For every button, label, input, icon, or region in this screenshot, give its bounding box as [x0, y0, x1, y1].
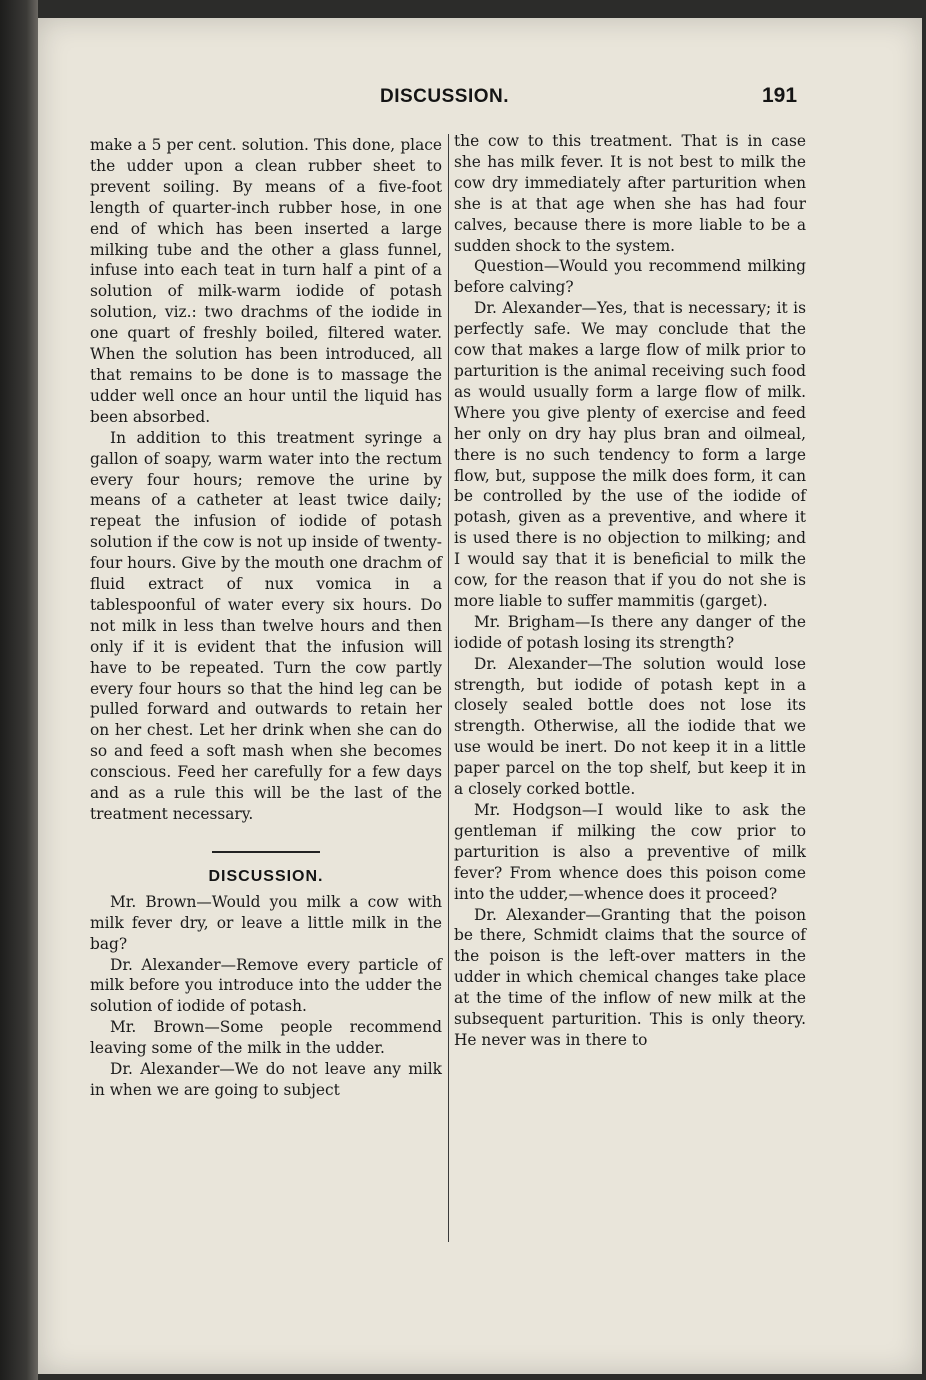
discussion-paragraph: Mr. Hodgson—I would like to ask the gentleman if milking the cow prior to parturition is also a preventive of milk fever? From whence does this poison come into the udder,—whence does it proceed? — [454, 801, 806, 903]
discussion-paragraph: Mr. Brown—Would you milk a cow with milk fever dry, or leave a little milk in the bag? — [90, 892, 442, 953]
left-column — [90, 135, 442, 1101]
body-paragraph: make a 5 per cent. solution. This done, place the udder upon a clean rubber sheet to prevent soiling. By means of a five-foot length of quarter-inch rubber hose, in one end of which has been inserted a large milking tube and the other a glass funnel, infuse into each teat in turn half a pint of a solution of milk-warm iodide of potash solution, viz.: two drachms of the iodide in one quart of freshly boiled, filtered water. When the solution has been introduced, all that remains to be done is to massage the udder well once an hour until the liquid has been absorbed. — [90, 136, 442, 426]
discussion-paragraph: Dr. Alexander—We do not leave any milk in when we are going to subject — [90, 1060, 442, 1099]
body-paragraph: the cow to this treatment. That is in case she has milk fever. It is not best to milk the cow dry immediately after parturition when she is at that age when she has had four calves, because there is more liable to be a sudden shock to the system. — [454, 132, 806, 255]
discussion-paragraph: Question—Would you recommend milking before calving? — [454, 257, 806, 297]
discussion-paragraph: Mr. Brown—Some people recommend leaving some of the milk in the udder. — [90, 1018, 442, 1058]
page-number: 191 — [762, 84, 798, 107]
body-paragraph: In addition to this treatment syringe a gallon of soapy, warm water into the rectum every four hours; remove the urine by means of a catheter at least twice daily; repeat the infusion of iodide of potash solution if the cow is not up inside of twenty-four hours. Give by the mouth one drachm of fluid extract of nux vomica in a tablespoonful of water every six hours. Do not milk in less than twelve hours and then only if it is evident that the infusion will have to be repeated. Turn the cow partly every four hours so that the hind leg can be pulled forward and outwards to retain her on her chest. Let her drink when she can do so and feed a soft mash when she becomes conscious. Feed her carefully for a few days and as a rule this will be the last of the treatment necessary. — [90, 428, 443, 823]
right-column — [454, 131, 806, 1051]
discussion-paragraph: Dr. Alexander—Yes, that is necessary; it is perfectly safe. We may conclude that the cow that makes a large flow of milk prior to parturition is the animal receiving such food as would usually form a large flow of milk. Where you give plenty of exercise and feed her only on dry hay plus bran and oilmeal, there is no such tendency to form a large flow, but, suppose the milk does form, it can be controlled by the use of the iodide of potash, given as a preventive, and where it is used there is no objection to milking; and I would say that it is beneficial to milk the cow, for the reason that if you do not she is more liable to suffer mammitis (garget). — [454, 299, 806, 610]
section-rule — [212, 851, 320, 853]
section-heading: DISCUSSION. — [208, 867, 324, 885]
discussion-paragraph: Dr. Alexander—Granting that the poison be there, Schmidt claims that the source of the poison is the left-over matters in the udder in which chemical changes take place at the time of the inflow of new milk at the subsequent parturition. This is only theory. He never was in there to — [454, 905, 806, 1049]
running-header-title: DISCUSSION. — [380, 86, 510, 107]
column-divider — [448, 134, 449, 1242]
book-binding-edge — [0, 0, 38, 1380]
discussion-paragraph: Dr. Alexander—Remove every particle of milk before you introduce into the udder the solution of iodide of potash. — [90, 955, 442, 1016]
discussion-paragraph: Dr. Alexander—The solution would lose strength, but iodide of potash kept in a closely sealed bottle does not lose its strength. Otherwise, all the iodide that we use would be inert. Do not keep it in a little paper parcel on the top shelf, but keep it in a closely corked bottle. — [454, 654, 806, 799]
discussion-paragraph: Mr. Brigham—Is there any danger of the iodide of potash losing its strength? — [454, 612, 806, 652]
